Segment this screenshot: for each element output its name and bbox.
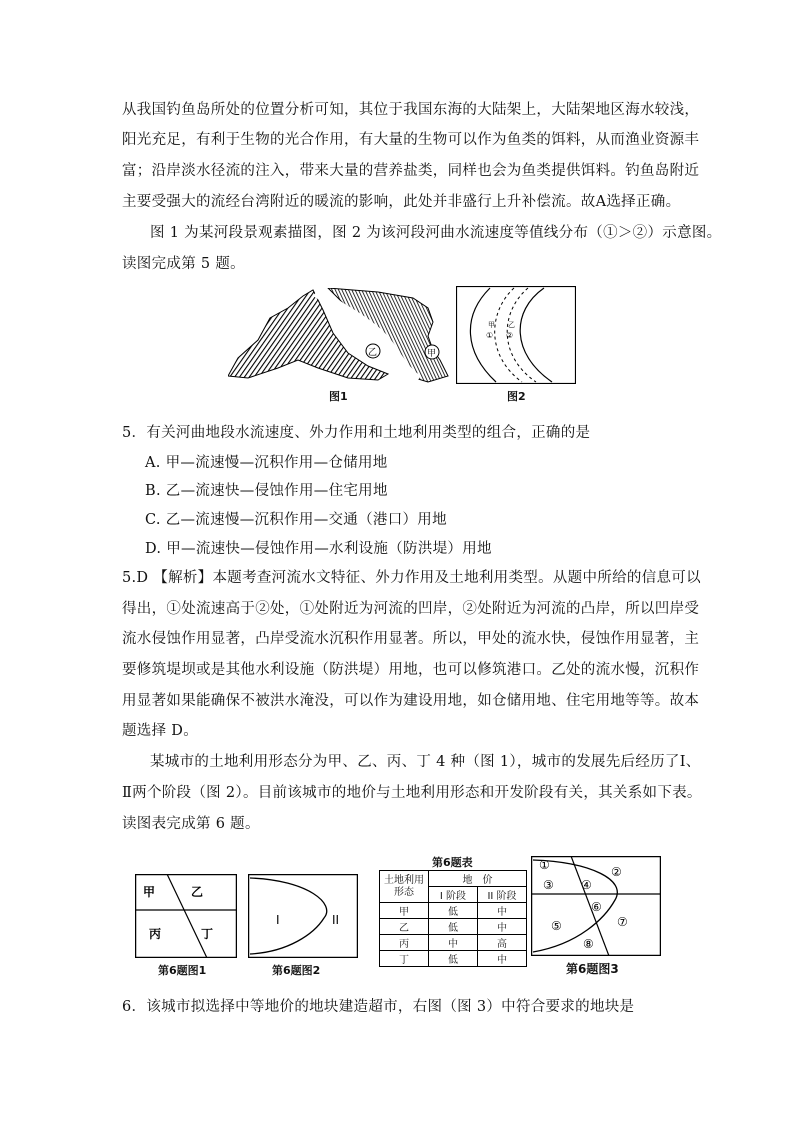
table-cell: 甲 (380, 903, 429, 919)
region-ding: 丁 (201, 927, 214, 941)
land-use-diagram (135, 874, 237, 958)
label-circled-1: ① (486, 331, 494, 340)
question-stem: 5．有关河曲地段水流速度、外力作用和土地利用类型的组合，正确的是 (122, 425, 591, 441)
text-line: 图 1 为某河段景观素描图，图 2 为该河段河曲水流速度等值线分布（①＞②）示意图。 (150, 225, 722, 241)
plot-4: ④ (581, 878, 592, 892)
table-6-title: 第6题表 (432, 856, 473, 869)
fig6-3-caption: 第6题图3 (566, 962, 619, 976)
table-row (380, 951, 527, 967)
question-6-stem: 6．该城市拟选择中等地价的地块建造超市，右图（图 3）中符合要求的地块是 (122, 999, 635, 1015)
text-line: 读图表完成第 6 题。 (122, 816, 260, 832)
table-row (380, 903, 527, 919)
fig6-1-caption: 第6题图1 (158, 964, 207, 977)
answer-line: 5.D 【解析】本题考查河流水文特征、外力作用及土地利用类型。从题中所给的信息可以 (122, 570, 701, 586)
table-cell: 乙 (380, 919, 429, 935)
table-cell: 丙 (380, 935, 429, 951)
table-cell: 中 (478, 903, 527, 919)
table-row (380, 919, 527, 935)
text-line: 从我国钓鱼岛所处的位置分析可知，其位于我国东海的大陆架上，大陆架地区海水较浅， (122, 102, 700, 118)
answer-line: 得出，①处流速高于②处，①处附近为河流的凹岸，②处附近为河流的凸岸，所以凹岸受 (122, 601, 700, 617)
plot-2: ② (611, 865, 622, 879)
fig1-caption: 图1 (329, 390, 348, 403)
label-jia: 甲 (427, 349, 437, 359)
development-stage-diagram (248, 874, 358, 958)
table-row (380, 935, 527, 951)
fig6-2-caption: 第6题图2 (272, 964, 321, 977)
plot-map-diagram (531, 856, 661, 956)
table-cell: 中 (429, 935, 478, 951)
river-landscape-sketch (228, 288, 450, 384)
land-price-table-wrap (379, 870, 527, 967)
table-head-landuse: 土地利用形态 (380, 871, 429, 903)
region-bing: 丙 (149, 927, 162, 941)
text-line: 主要受强大的流经台湾附近的暖流的影响，此处并非盛行上升补偿流。故A选择正确。 (122, 194, 681, 210)
fig2-caption: 图2 (507, 390, 526, 403)
answer-line: 用显著如果能确保不被洪水淹没，可以作为建设用地，如仓储用地、住宅用地等等。故本 (122, 693, 700, 709)
plot-8: ⑧ (583, 937, 594, 951)
text-line: Ⅱ两个阶段（图 2）。目前该城市的地价与土地利用形态和开发阶段有关，其关系如下表。 (122, 785, 702, 801)
label-yi: 乙 (368, 348, 378, 358)
table-head-stage1: I 阶段 (429, 887, 478, 903)
answer-line: 题选择 D。 (122, 723, 199, 739)
meander-isoline-diagram (456, 286, 576, 384)
stage-ii-label: II (332, 913, 340, 927)
table-cell: 低 (429, 919, 478, 935)
plot-7: ⑦ (617, 915, 628, 929)
plot-5: ⑤ (551, 919, 562, 933)
table-cell: 低 (429, 951, 478, 967)
text-line: 阳光充足，有利于生物的光合作用，有大量的生物可以作为鱼类的饵料，从而渔业资源丰 (122, 132, 700, 148)
table-head-stage2: II 阶段 (478, 887, 527, 903)
stage-i-label: I (276, 913, 280, 927)
label-circled-2: ② (506, 331, 514, 340)
answer-line: 要修筑堤坝或是其他水利设施（防洪堤）用地，也可以修筑港口。乙处的流水慢，沉积作 (122, 662, 700, 678)
option-b[interactable]: B. 乙—流速快—侵蚀作用—住宅用地 (145, 483, 388, 499)
region-yi: 乙 (191, 885, 204, 899)
text-line: 某城市的土地利用形态分为甲、乙、丙、丁 4 种（图 1），城市的发展先后经历了Ⅰ、 (150, 754, 701, 770)
label-yi-small: 乙 (508, 321, 515, 329)
table-cell: 高 (478, 935, 527, 951)
answer-line: 流水侵蚀作用显著，凸岸受流水沉积作用显著。所以，甲处的流水快，侵蚀作用显著，主 (122, 631, 700, 647)
table-cell: 低 (429, 903, 478, 919)
label-jia-small: 甲 (488, 321, 495, 329)
text-line: 富；沿岸淡水径流的注入，带来大量的营养盐类，同样也会为鱼类提供饵料。钓鱼岛附近 (122, 163, 700, 179)
plot-6: ⑥ (591, 900, 602, 914)
option-a[interactable]: A. 甲—流速慢—沉积作用—仓储用地 (145, 455, 388, 471)
table-head-price: 地 价 (429, 871, 527, 887)
table-cell: 丁 (380, 951, 429, 967)
plot-3: ③ (543, 878, 554, 892)
table-cell: 中 (478, 951, 527, 967)
option-c[interactable]: C. 乙—流速慢—沉积作用—交通（港口）用地 (145, 512, 447, 528)
region-jia: 甲 (143, 885, 156, 899)
table-cell: 中 (478, 919, 527, 935)
plot-1: ① (539, 858, 550, 872)
land-price-table (379, 870, 527, 967)
option-d[interactable]: D. 甲—流速快—侵蚀作用—水利设施（防洪堤）用地 (145, 541, 492, 557)
text-line: 读图完成第 5 题。 (122, 256, 245, 272)
